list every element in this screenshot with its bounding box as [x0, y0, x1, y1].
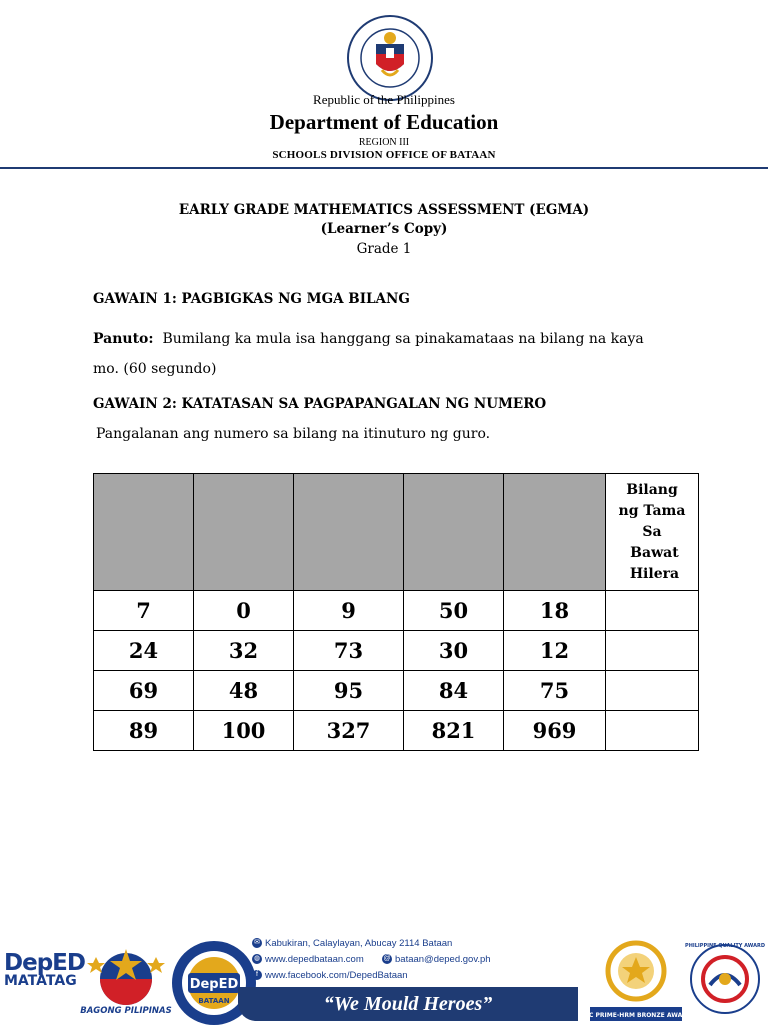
shaded-header-cell [294, 474, 404, 591]
number-cell: 0 [194, 591, 294, 631]
number-cell: 95 [294, 671, 404, 711]
score-header-line: Hilera [624, 565, 680, 582]
deped-matatag-logo [4, 950, 85, 989]
number-cell: 75 [504, 671, 606, 711]
pqa-label: PHILIPPINE QUALITY AWARD [685, 943, 765, 949]
number-cell: 48 [194, 671, 294, 711]
email-row[interactable] [382, 954, 491, 965]
address-row [252, 938, 452, 949]
facebook-row[interactable] [252, 970, 408, 981]
number-cell: 7 [94, 591, 194, 631]
address-text: Kabukiran, Calaylayan, Abucay 2114 Bataan [265, 938, 453, 949]
number-cell: 821 [404, 711, 504, 751]
panuto-text: Bumilang ka mula isa hanggang sa pinakamataas na bilang na kaya mo. (60 segundo) [93, 331, 644, 377]
department-name: Department of Education [269, 110, 499, 134]
deped-seal-icon [346, 14, 434, 102]
grade-level: Grade 1 [356, 241, 412, 257]
score-header-line: Bilang [626, 481, 678, 498]
score-cell[interactable] [606, 631, 699, 671]
motto-banner: “We Mould Heroes” [238, 987, 578, 1021]
assessment-subtitle: (Learner’s Copy) [320, 221, 448, 237]
number-cell: 50 [404, 591, 504, 631]
facebook-icon: f [252, 970, 262, 980]
score-header-line: Bawat [625, 544, 679, 561]
gawain1-title: GAWAIN 1: PAGBIGKAS NG MGA BILANG [93, 291, 410, 307]
at-icon: @ [383, 955, 391, 963]
score-header-line: ng Tama [618, 502, 686, 519]
bagong-pilipinas-label: BAGONG PILIPINAS [80, 1006, 172, 1016]
bagong-pilipinas-icon [86, 943, 166, 1013]
number-cell: 30 [404, 631, 504, 671]
panuto-label: Panuto: [93, 331, 154, 347]
table-row [94, 711, 699, 751]
website-link[interactable]: www.depedbataan.com [265, 954, 364, 965]
number-cell: 969 [504, 711, 606, 751]
number-cell: 69 [94, 671, 194, 711]
document-footer [0, 925, 768, 1024]
number-cell: 24 [94, 631, 194, 671]
matatag-wordmark: MATATAG [4, 973, 77, 989]
globe-icon: ◍ [253, 955, 261, 963]
email-link[interactable]: bataan@deped.gov.ph [395, 954, 491, 965]
website-row[interactable] [252, 954, 364, 965]
number-cell: 32 [194, 631, 294, 671]
gawain2-title: GAWAIN 2: KATATASAN SA PAGPAPANGALAN NG NUMERO [93, 396, 547, 412]
csc-prime-hrm-award-icon [580, 937, 692, 1025]
deped-wordmark: DepED [4, 950, 85, 976]
table-row [94, 591, 699, 631]
number-cell: 12 [504, 631, 606, 671]
facebook-link[interactable]: www.facebook.com/DepedBataan [265, 970, 408, 981]
score-cell[interactable] [606, 591, 699, 631]
philippine-quality-award-icon [684, 935, 766, 1023]
document-header [0, 0, 768, 175]
number-cell: 327 [294, 711, 404, 751]
number-cell: 18 [504, 591, 606, 631]
numbers-table [93, 473, 699, 751]
score-cell[interactable] [606, 711, 699, 751]
shaded-header-cell [504, 474, 606, 591]
score-cell[interactable] [606, 671, 699, 711]
score-header-line: Sa [642, 523, 662, 540]
number-cell: 73 [294, 631, 404, 671]
shaded-header-cell [194, 474, 294, 591]
assessment-title: EARLY GRADE MATHEMATICS ASSESSMENT (EGMA) [178, 202, 590, 218]
mail-icon: ✉ [252, 938, 262, 948]
table-row [94, 631, 699, 671]
shaded-header-cell [404, 474, 504, 591]
number-cell: 89 [94, 711, 194, 751]
gawain2-instruction: Pangalanan ang numero sa bilang na itinuturo ng guro. [96, 426, 491, 442]
header-divider [0, 167, 768, 169]
number-cell: 9 [294, 591, 404, 631]
division-line: SCHOOLS DIVISION OFFICE OF BATAAN [272, 149, 496, 161]
bataan-seal-word: DepED [189, 977, 239, 992]
table-header-row [94, 474, 699, 591]
csc-award-label: CSC PRIME-HRM BRONZE AWARD [580, 1012, 692, 1019]
bataan-seal-sub: BATAAN [198, 997, 230, 1005]
number-cell: 84 [404, 671, 504, 711]
republic-line: Republic of the Philippines [313, 92, 455, 107]
panuto-paragraph [93, 324, 673, 384]
table-row [94, 671, 699, 711]
score-column-header [606, 474, 699, 591]
shaded-header-cell [94, 474, 194, 591]
number-cell: 100 [194, 711, 294, 751]
region-line: REGION III [358, 137, 410, 148]
